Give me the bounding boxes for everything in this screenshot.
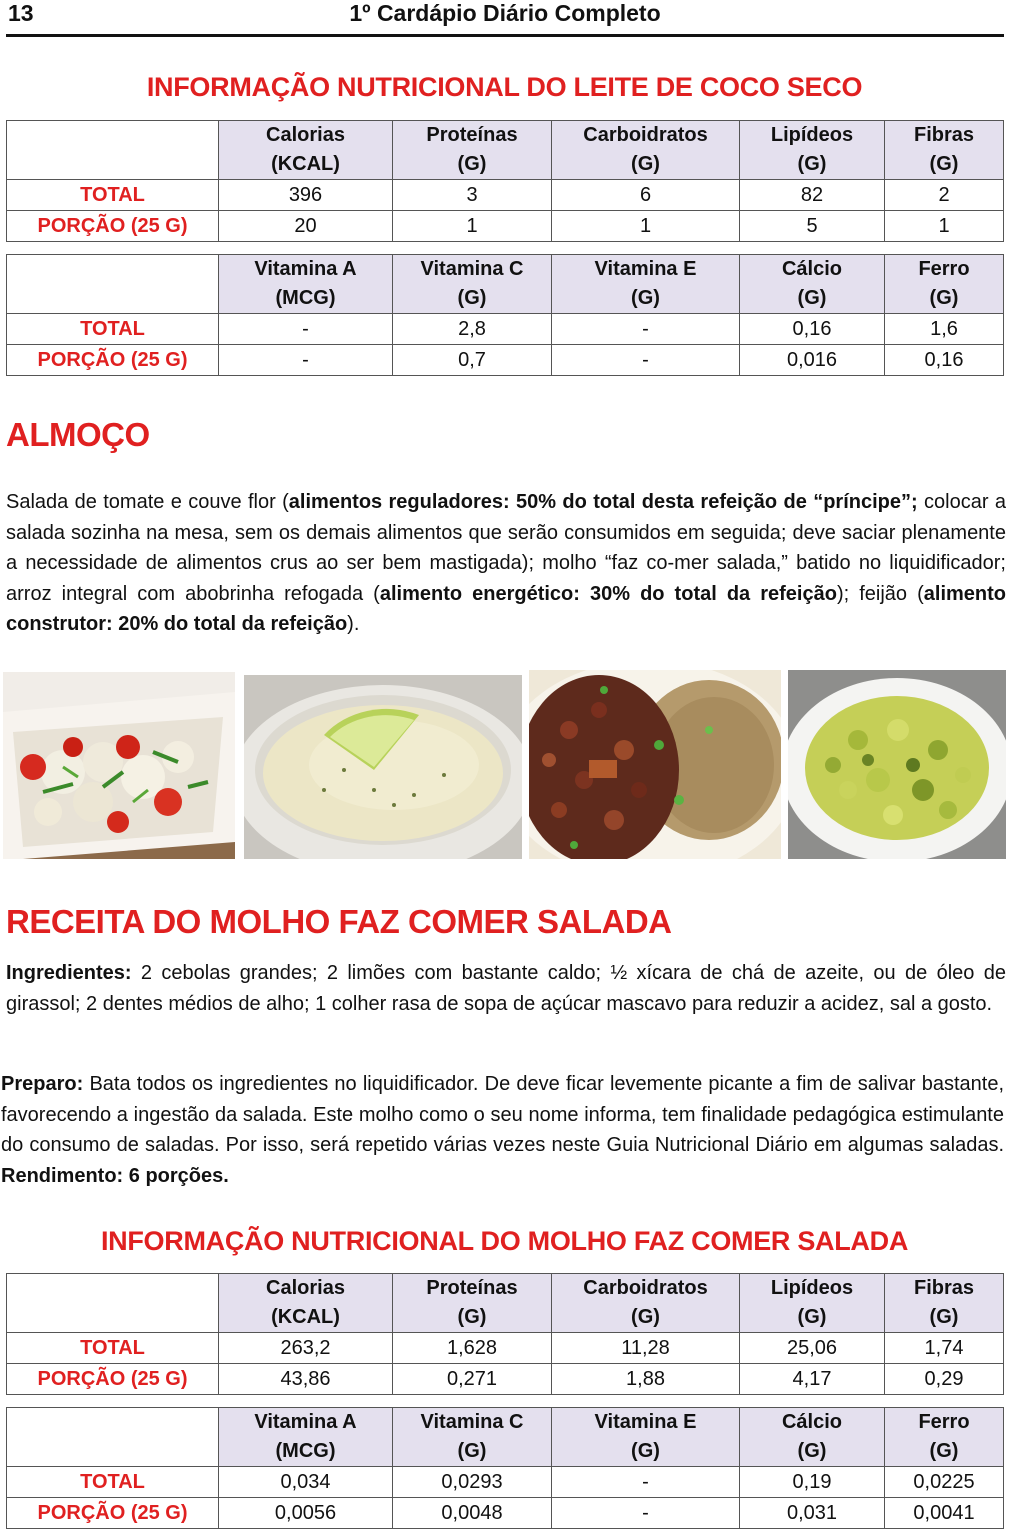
header-cell: Vitamina E (G) xyxy=(552,255,740,314)
table-row xyxy=(7,1467,1004,1498)
table-cell: - xyxy=(552,1498,740,1529)
table-cell: 0,0225 xyxy=(885,1467,1004,1498)
table-cell: 0,16 xyxy=(740,314,885,345)
header-blank-cell xyxy=(7,1408,219,1467)
table-cell: - xyxy=(552,314,740,345)
table-cell: 0,016 xyxy=(740,345,885,376)
table-cell: 0,0048 xyxy=(393,1498,552,1529)
table-cell: - xyxy=(552,1467,740,1498)
header-cell: Carboidratos (G) xyxy=(552,1274,740,1333)
table-cell: 1,74 xyxy=(885,1333,1004,1364)
table-header-row xyxy=(7,1408,1004,1467)
header-cell: Vitamina E (G) xyxy=(552,1408,740,1467)
table-cell: 43,86 xyxy=(219,1364,393,1395)
coco-nutrition-title: INFORMAÇÃO NUTRICIONAL DO LEITE DE COCO SECO xyxy=(146,72,863,102)
almoco-paragraph: Salada de tomate e couve flor (alimentos reguladores: 50% do total desta refeição de “príncipe”; colocar a salada sozinha na mesa, sem os demais alimentos que serão consumidos em seguida; deve saciar plenamente a necessidade de alimentos crus ao ser bem mastigada); molho “faz co-mer salada,” batido no liquidificador; arroz integral com abobrinha refogada (alimento energético: 30% do total da refeição); feijão (alimento construtor: 20% do total da refeição). xyxy=(6,491,1007,635)
row-label: TOTAL xyxy=(7,1333,219,1364)
recipe-title: RECEITA DO MOLHO FAZ COMER SALADA xyxy=(6,903,672,940)
table-cell: 2 xyxy=(885,180,1004,211)
table-row xyxy=(7,1333,1004,1364)
table-cell: - xyxy=(219,345,393,376)
table-cell: 1 xyxy=(393,211,552,242)
salad-photo xyxy=(3,672,235,859)
beans-rice-photo xyxy=(529,670,781,859)
table-cell: 0,7 xyxy=(393,345,552,376)
table-header-row xyxy=(7,121,1004,180)
table-cell: 1 xyxy=(552,211,740,242)
table-cell: 11,28 xyxy=(552,1333,740,1364)
row-label: PORÇÃO (25 G) xyxy=(7,345,219,376)
header-cell: Cálcio (G) xyxy=(740,1408,885,1467)
sauce-micros-table xyxy=(6,1407,1004,1529)
table-cell: 1,6 xyxy=(885,314,1004,345)
sauce-photo xyxy=(244,675,522,859)
header-cell: Ferro (G) xyxy=(885,255,1004,314)
table-cell: - xyxy=(552,345,740,376)
sauce-nutrition-title: INFORMAÇÃO NUTRICIONAL DO MOLHO FAZ COMER SALADA xyxy=(100,1226,909,1256)
coco-macros-table xyxy=(6,120,1004,242)
table-cell: 1,88 xyxy=(552,1364,740,1395)
table-cell: 396 xyxy=(219,180,393,211)
table-cell: 0,0056 xyxy=(219,1498,393,1529)
header-cell: Fibras (G) xyxy=(885,1274,1004,1333)
header-blank-cell xyxy=(7,255,219,314)
table-cell: 3 xyxy=(393,180,552,211)
header-cell: Vitamina C (G) xyxy=(393,255,552,314)
table-cell: 1,628 xyxy=(393,1333,552,1364)
table-cell: 0,271 xyxy=(393,1364,552,1395)
table-cell: 1 xyxy=(885,211,1004,242)
table-cell: 0,29 xyxy=(885,1364,1004,1395)
table-cell: 0,034 xyxy=(219,1467,393,1498)
page-number: 13 xyxy=(8,0,34,26)
table-row xyxy=(7,211,1004,242)
table-cell: 0,0041 xyxy=(885,1498,1004,1529)
table-row xyxy=(7,1498,1004,1529)
table-cell: 2,8 xyxy=(393,314,552,345)
sauce-macros-table xyxy=(6,1273,1004,1395)
table-header-row xyxy=(7,1274,1004,1333)
table-row xyxy=(7,345,1004,376)
header-cell: Cálcio (G) xyxy=(740,255,885,314)
page-header xyxy=(6,0,1004,37)
page-running-title: 1º Cardápio Diário Completo xyxy=(349,0,661,26)
table-row xyxy=(7,314,1004,345)
table-cell: 0,0293 xyxy=(393,1467,552,1498)
table-row xyxy=(7,1364,1004,1395)
table-cell: 5 xyxy=(740,211,885,242)
ingredients-paragraph: Ingredientes: 2 cebolas grandes; 2 limões com bastante caldo; ½ xícara de chá de azeite, ou de óleo de girassol; 2 dentes médios de alho; 1 colher rasa de sopa de açúcar mascavo para reduzir a acidez, sal a gosto. xyxy=(6,962,1006,1015)
header-cell: Proteínas (G) xyxy=(393,121,552,180)
header-cell: Fibras (G) xyxy=(885,121,1004,180)
table-cell: 25,06 xyxy=(740,1333,885,1364)
table-cell: 0,19 xyxy=(740,1467,885,1498)
header-cell: Vitamina C (G) xyxy=(393,1408,552,1467)
table-cell: 6 xyxy=(552,180,740,211)
table-cell: 4,17 xyxy=(740,1364,885,1395)
header-cell: Proteínas (G) xyxy=(393,1274,552,1333)
table-cell: 0,031 xyxy=(740,1498,885,1529)
table-cell: 0,16 xyxy=(885,345,1004,376)
zucchini-photo xyxy=(788,670,1006,859)
table-cell: 263,2 xyxy=(219,1333,393,1364)
coco-micros-table xyxy=(6,254,1004,376)
row-label: PORÇÃO (25 G) xyxy=(7,1498,219,1529)
table-cell: 82 xyxy=(740,180,885,211)
header-cell: Vitamina A (MCG) xyxy=(219,1408,393,1467)
header-cell: Calorias (KCAL) xyxy=(219,121,393,180)
table-cell: 20 xyxy=(219,211,393,242)
header-cell: Lipídeos (G) xyxy=(740,121,885,180)
row-label: TOTAL xyxy=(7,314,219,345)
row-label: PORÇÃO (25 G) xyxy=(7,211,219,242)
table-row xyxy=(7,180,1004,211)
row-label: TOTAL xyxy=(7,1467,219,1498)
preparation-paragraph: Preparo: Bata todos os ingredientes no liquidificador. De deve ficar levemente picante a fim de salivar bastante, favorecendo a ingestão da salada. Este molho como o seu nome informa, tem finalidade pedagógica estimulante do consumo de saladas. Por isso, será repetido várias vezes neste Guia Nutricional Diário em algumas saladas. Rendimento: 6 porções. xyxy=(1,1073,1004,1187)
header-cell: Ferro (G) xyxy=(885,1408,1004,1467)
header-cell: Lipídeos (G) xyxy=(740,1274,885,1333)
table-header-row xyxy=(7,255,1004,314)
row-label: PORÇÃO (25 G) xyxy=(7,1364,219,1395)
header-blank-cell xyxy=(7,1274,219,1333)
table-cell: - xyxy=(219,314,393,345)
almoco-title: ALMOÇO xyxy=(6,416,150,453)
row-label: TOTAL xyxy=(7,180,219,211)
header-cell: Carboidratos (G) xyxy=(552,121,740,180)
header-cell: Vitamina A (MCG) xyxy=(219,255,393,314)
header-blank-cell xyxy=(7,121,219,180)
header-cell: Calorias (KCAL) xyxy=(219,1274,393,1333)
